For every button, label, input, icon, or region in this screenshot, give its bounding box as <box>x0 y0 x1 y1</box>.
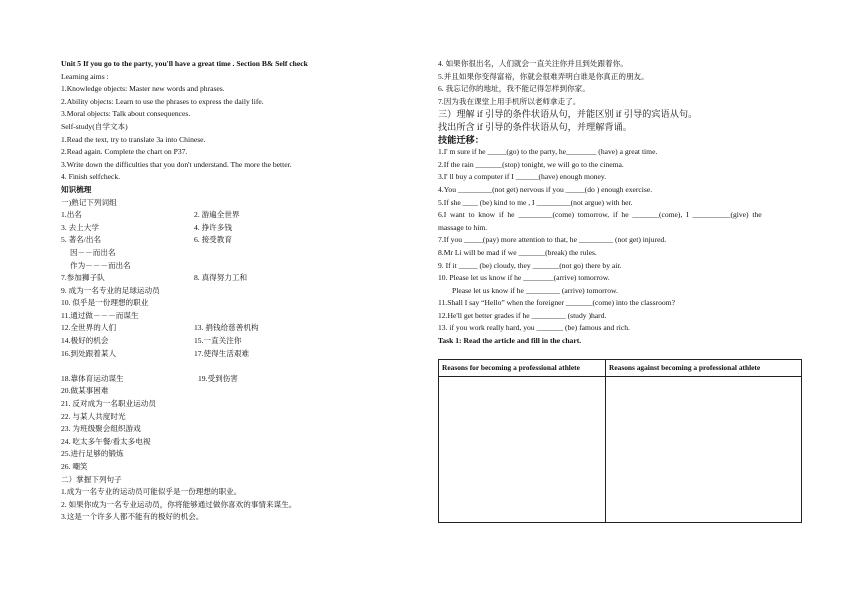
text-line: 7.因为我在课堂上用手机所以老师拿走了。 <box>438 96 581 106</box>
phrase-item: 8. 真得努力工和 <box>194 273 248 283</box>
phrase-item: 5. 著名/出名 <box>61 235 102 245</box>
phrase-item: 1.出名 <box>61 210 82 220</box>
text-line: 找出所含 if 引导的条件状语从句，并理解背诵。 <box>438 121 632 132</box>
text-line: 11.通过做－－－而谋生 <box>61 310 139 320</box>
text-line: 6. 我忘记你的地址，我不能记得怎样到你家。 <box>438 84 590 94</box>
table-cell-for[interactable] <box>439 377 606 523</box>
text-line: 2. 如果你成为一名专业运动员，你将能够通过做你喜欢的事情来谋生。 <box>61 499 297 509</box>
table-header-against: Reasons against becoming a professional athlete <box>609 363 761 372</box>
phrase-item: 16.到处跟着某人 <box>61 348 117 358</box>
text-line: 4. Finish selfcheck. <box>61 172 121 182</box>
exercise-item-continuation: massage to him. <box>438 222 488 232</box>
text-line: 2.Ability objects: Learn to use the phrases to express the daily life. <box>61 96 264 106</box>
phrase-item: 17.使得生活艰难 <box>194 348 250 358</box>
table-body-row <box>439 377 801 523</box>
text-line: Self-study(自学文本) <box>61 121 128 131</box>
text-line: 9. 成为一名专业的足球运动员 <box>61 285 160 295</box>
text-line: 26. 嘲笑 <box>61 462 88 471</box>
text-line: 3.Moral objects: Talk about consequences. <box>61 109 191 119</box>
phrase-pair <box>61 209 426 222</box>
section-subheading: 一)熟记下列词组 <box>61 197 117 207</box>
exercise-item: 13. if you work really hard, you _______ (be) famous and rich. <box>438 323 630 333</box>
reasons-table <box>438 359 802 523</box>
phrase-item: 6. 接受教育 <box>194 235 232 245</box>
worksheet-title: Unit 5 If you go to the party, you'll have a great time . Section B& Self check <box>61 59 308 68</box>
phrase-pair <box>61 234 426 247</box>
text-line: 1.成为一名专业的运动员可能似乎是一份理想的职业。 <box>61 487 242 497</box>
blank-line <box>61 360 426 373</box>
phrase-pair <box>61 272 426 285</box>
text-line: 因－－而出名 <box>70 247 116 257</box>
exercise-item: 4.You _________(not get) nervous if you _____(do ) enough exercise. <box>438 184 653 194</box>
phrase-item: 19.受到伤害 <box>198 373 238 383</box>
exercise-item: 2.If the rain _______(stop) tonight, we will go to the cinema. <box>438 159 624 169</box>
phrase-pair <box>61 322 426 335</box>
text-line: 24. 吃太多午餐/看太多电视 <box>61 436 151 446</box>
text-line: 1.Read the text, try to translate 3a into Chinese. <box>61 134 206 144</box>
table-header-row <box>439 360 801 377</box>
exercise-item: 1.I' m sure if he _____(go) to the party, he________ (have) a great time. <box>438 147 658 157</box>
phrase-item: 15.一直关注你 <box>194 336 242 346</box>
phrase-pair <box>61 222 426 235</box>
phrase-item: 14.极好的机会 <box>61 336 109 346</box>
phrase-item: 3. 去上大学 <box>61 222 99 232</box>
text-line: 3.Write down the difficulties that you don't understand. The more the better. <box>61 159 292 169</box>
phrase-pair <box>61 335 426 348</box>
text-line: 25.进行足够的锻炼 <box>61 449 124 459</box>
text-line: 2.Read again. Complete the chart on P37. <box>61 147 188 157</box>
text-line: 1.Knowledge objects: Master new words and phrases. <box>61 84 225 94</box>
text-line: 20.做某事困难 <box>61 386 109 396</box>
exercise-item: 6.I want to know if he _________(come) tomorrow, if he _______(come), I __________(give) the <box>438 210 762 220</box>
text-line: 10. 似乎是一份理想的职业 <box>61 298 149 308</box>
text-line: 作为－－－而出名 <box>70 260 131 270</box>
left-column <box>61 58 426 524</box>
exercise-item: 11.Shall I say “Hello” when the foreigner _______(come) into the classroom? <box>438 298 675 308</box>
phrase-item: 18.靠体育运动谋生 <box>61 373 124 383</box>
text-line: 22. 与某人共度时光 <box>61 411 126 421</box>
task-title: Task 1: Read the article and fill in the chart. <box>438 336 582 346</box>
section-heading: 技能迁移： <box>438 134 484 145</box>
section-subheading: 二）掌握下列句子 <box>61 474 122 484</box>
text-line: 23. 为班级聚会组织游戏 <box>61 424 141 434</box>
phrase-item: 7.参加狮子队 <box>61 273 105 283</box>
phrase-item: 12.全世界的人们 <box>61 323 117 333</box>
phrase-pair <box>61 373 426 386</box>
text-line: 3.这是一个许多人都不能有的极好的机会。 <box>61 512 204 522</box>
text-line: 4. 如果你很出名，人们就会一直关注你并且到处跟着你。 <box>438 59 628 68</box>
text-line: Learning aims : <box>61 71 109 81</box>
text-line: 5.并且如果你变得富裕，你就会很难弄明白谁是你真正的朋友。 <box>438 71 649 81</box>
exercise-item: 12.He'll get better grades if he _________ (study )hard. <box>438 310 607 320</box>
exercise-item-continuation: Please let us know if he _________ (arrive) tomorrow. <box>452 285 618 295</box>
exercise-item: 3.I' ll buy a computer if I ______(have) enough money. <box>438 172 607 182</box>
table-header-for: Reasons for becoming a professional athlete <box>439 360 606 376</box>
exercise-item: 5.If she ____ (be) kind to me , I _________(not argue) with her. <box>438 197 633 207</box>
exercise-item: 10. Please let us know if he ________(arrive) tomorrow. <box>438 273 610 283</box>
phrase-pair <box>61 348 426 361</box>
text-line: 21. 反对成为一名职业运动员 <box>61 399 156 409</box>
exercise-item: 8.Mr Li will be mad if we _______(break) the rules. <box>438 247 597 257</box>
phrase-item: 2. 游遍全世界 <box>194 210 240 220</box>
section-heading: 知识梳理 <box>61 184 92 194</box>
exercise-item: 9. If it _____ (be) cloudy, they _______(not go) there by air. <box>438 260 622 270</box>
phrase-item: 13. 捐钱给慈善机构 <box>194 323 259 333</box>
section-subheading: 三）理解 if 引导的条件状语从句，并能区别 if 引导的宾语从句。 <box>438 109 698 120</box>
right-column <box>438 58 803 348</box>
exercise-item: 7.If you _____(pay) more attention to that, he _________ (not get) injured. <box>438 235 667 245</box>
phrase-item: 4. 挣许多钱 <box>194 222 232 232</box>
